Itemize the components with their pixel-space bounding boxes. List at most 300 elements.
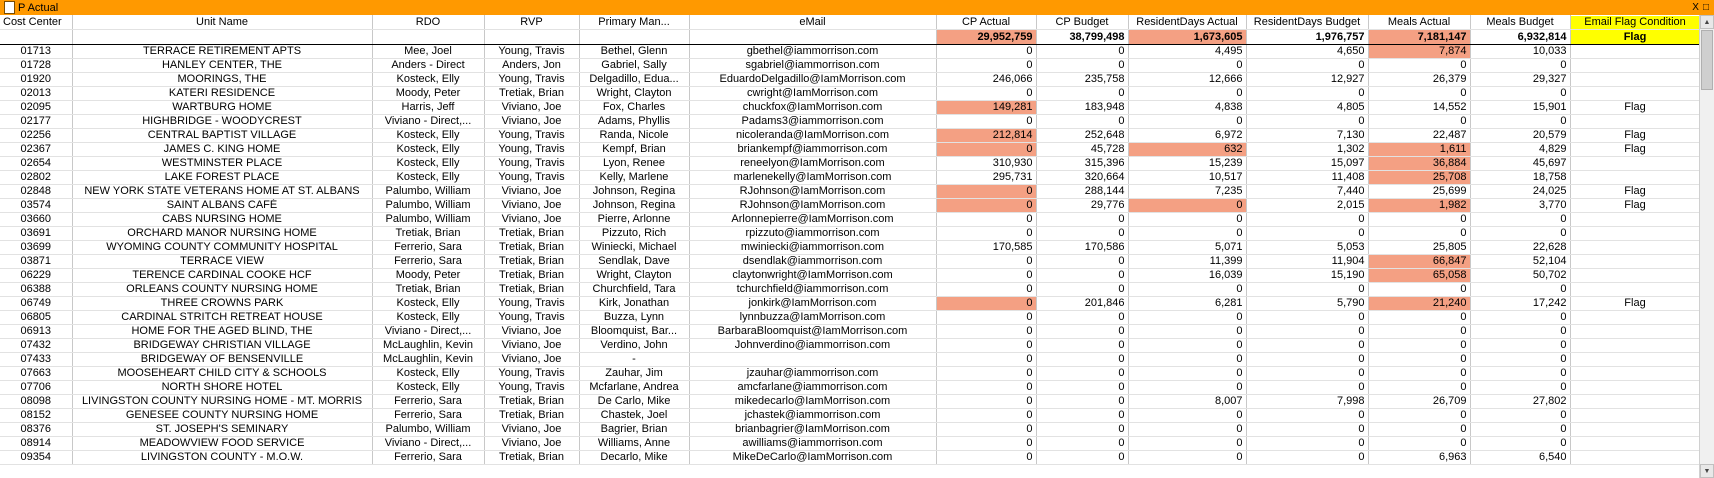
cell-rd_actual[interactable]: 0 — [1128, 339, 1246, 353]
cell-email[interactable]: mikedecarlo@IamMorrison.com — [689, 395, 936, 409]
cell-rdo[interactable]: Kosteck, Elly — [372, 171, 484, 185]
cell-flag_condition[interactable] — [1570, 115, 1699, 129]
cell-cp_actual[interactable]: 0 — [936, 381, 1036, 395]
cell-unit_name[interactable]: TERENCE CARDINAL COOKE HCF — [72, 269, 372, 283]
table-row[interactable] — [0, 185, 1699, 199]
cell-rdo[interactable]: Kosteck, Elly — [372, 381, 484, 395]
cell-rd_actual[interactable]: 0 — [1128, 199, 1246, 213]
cell-rd_budget[interactable]: 4,805 — [1246, 101, 1368, 115]
cell-rdo[interactable]: Ferrerio, Sara — [372, 451, 484, 465]
cell-cp_actual[interactable]: 0 — [936, 423, 1036, 437]
table-row[interactable] — [0, 213, 1699, 227]
cell-flag_condition[interactable] — [1570, 59, 1699, 73]
cell-cost_center[interactable]: 02848 — [0, 185, 72, 199]
cell-meals_budget[interactable]: 0 — [1470, 339, 1570, 353]
cell-cost_center[interactable]: 03660 — [0, 213, 72, 227]
table-row[interactable] — [0, 269, 1699, 283]
cell-flag_condition[interactable] — [1570, 367, 1699, 381]
cell-cost_center[interactable]: 08376 — [0, 423, 72, 437]
cell-cp_actual[interactable]: 0 — [936, 199, 1036, 213]
cell-rd_budget[interactable]: 0 — [1246, 381, 1368, 395]
cell-rd_budget[interactable]: 0 — [1246, 87, 1368, 101]
cell-meals_budget[interactable]: 0 — [1470, 367, 1570, 381]
table-row[interactable] — [0, 311, 1699, 325]
cell-rvp[interactable]: Young, Travis — [484, 381, 579, 395]
cell-meals_actual[interactable]: 6,963 — [1368, 451, 1470, 465]
column-header-meals_actual[interactable]: Meals Actual — [1368, 16, 1470, 30]
cell-meals_actual[interactable]: 25,805 — [1368, 241, 1470, 255]
cell-unit_name[interactable]: LAKE FOREST PLACE — [72, 171, 372, 185]
cell-rd_actual[interactable]: 0 — [1128, 213, 1246, 227]
cell-flag_condition[interactable]: Flag — [1570, 297, 1699, 311]
cell-rd_budget[interactable]: 2,015 — [1246, 199, 1368, 213]
cell-rd_actual[interactable]: 5,071 — [1128, 241, 1246, 255]
cell-meals_budget[interactable]: 18,758 — [1470, 171, 1570, 185]
column-header-cp_budget[interactable]: CP Budget — [1036, 16, 1128, 30]
cell-rd_actual[interactable]: 0 — [1128, 367, 1246, 381]
cell-unit_name[interactable]: CABS NURSING HOME — [72, 213, 372, 227]
cell-primary_man[interactable]: Verdino, John — [579, 339, 689, 353]
cell-rdo[interactable]: Kosteck, Elly — [372, 367, 484, 381]
cell-unit_name[interactable]: NORTH SHORE HOTEL — [72, 381, 372, 395]
cell-cp_actual[interactable]: 295,731 — [936, 171, 1036, 185]
cell-flag_condition[interactable] — [1570, 157, 1699, 171]
cell-flag_condition[interactable] — [1570, 269, 1699, 283]
table-row[interactable] — [0, 87, 1699, 101]
cell-primary_man[interactable]: Wright, Clayton — [579, 269, 689, 283]
cell-meals_budget[interactable]: 24,025 — [1470, 185, 1570, 199]
table-row[interactable] — [0, 381, 1699, 395]
table-row[interactable] — [0, 325, 1699, 339]
cell-flag_condition[interactable]: Flag — [1570, 185, 1699, 199]
cell-meals_actual[interactable]: 0 — [1368, 311, 1470, 325]
cell-flag_condition[interactable] — [1570, 255, 1699, 269]
cell-primary_man[interactable]: Lyon, Renee — [579, 157, 689, 171]
cell-cp_budget[interactable]: 0 — [1036, 59, 1128, 73]
cell-cp_actual[interactable]: 0 — [936, 45, 1036, 59]
cell-rd_budget[interactable]: 0 — [1246, 353, 1368, 367]
cell-rvp[interactable]: Tretiak, Brian — [484, 241, 579, 255]
cell-rd_actual[interactable]: 6,281 — [1128, 297, 1246, 311]
cell-rvp[interactable]: Young, Travis — [484, 45, 579, 59]
table-row[interactable] — [0, 45, 1699, 59]
cell-rd_actual[interactable]: 4,838 — [1128, 101, 1246, 115]
cell-cp_budget[interactable]: 0 — [1036, 381, 1128, 395]
cell-meals_budget[interactable]: 17,242 — [1470, 297, 1570, 311]
column-header-meals_budget[interactable]: Meals Budget — [1470, 16, 1570, 30]
cell-rd_actual[interactable]: 0 — [1128, 283, 1246, 297]
cell-meals_actual[interactable]: 0 — [1368, 283, 1470, 297]
cell-cost_center[interactable]: 08914 — [0, 437, 72, 451]
cell-unit_name[interactable]: ORLEANS COUNTY NURSING HOME — [72, 283, 372, 297]
cell-meals_actual[interactable]: 0 — [1368, 423, 1470, 437]
cell-meals_budget[interactable]: 52,104 — [1470, 255, 1570, 269]
cell-unit_name[interactable]: SAINT ALBANS CAFÉ — [72, 199, 372, 213]
cell-cp_actual[interactable]: 0 — [936, 311, 1036, 325]
cell-unit_name[interactable]: KATERI RESIDENCE — [72, 87, 372, 101]
cell-rd_budget[interactable]: 0 — [1246, 409, 1368, 423]
cell-primary_man[interactable]: Randa, Nicole — [579, 129, 689, 143]
cell-meals_budget[interactable]: 0 — [1470, 227, 1570, 241]
cell-flag_condition[interactable] — [1570, 73, 1699, 87]
cell-unit_name[interactable]: JAMES C. KING HOME — [72, 143, 372, 157]
cell-primary_man[interactable]: Bagrier, Brian — [579, 423, 689, 437]
cell-rdo[interactable]: McLaughlin, Kevin — [372, 353, 484, 367]
cell-cp_actual[interactable]: 0 — [936, 339, 1036, 353]
cell-rd_actual[interactable]: 10,517 — [1128, 171, 1246, 185]
cell-rdo[interactable]: Viviano - Direct,... — [372, 325, 484, 339]
cell-rvp[interactable]: Viviano, Joe — [484, 339, 579, 353]
cell-unit_name[interactable]: LIVINGSTON COUNTY - M.O.W. — [72, 451, 372, 465]
cell-flag_condition[interactable] — [1570, 283, 1699, 297]
cell-rd_budget[interactable]: 0 — [1246, 59, 1368, 73]
cell-cost_center[interactable]: 02095 — [0, 101, 72, 115]
cell-rdo[interactable]: Kosteck, Elly — [372, 311, 484, 325]
cell-cp_budget[interactable]: 0 — [1036, 325, 1128, 339]
cell-cost_center[interactable]: 02256 — [0, 129, 72, 143]
cell-email[interactable]: amcfarlane@iammorrison.com — [689, 381, 936, 395]
cell-unit_name[interactable]: HIGHBRIDGE - WOODYCREST — [72, 115, 372, 129]
cell-rvp[interactable]: Young, Travis — [484, 297, 579, 311]
cell-meals_budget[interactable]: 0 — [1470, 213, 1570, 227]
cell-unit_name[interactable]: TERRACE RETIREMENT APTS — [72, 45, 372, 59]
cell-email[interactable]: jzauhar@iammorrison.com — [689, 367, 936, 381]
cell-meals_actual[interactable]: 7,874 — [1368, 45, 1470, 59]
cell-rd_budget[interactable]: 0 — [1246, 325, 1368, 339]
cell-rdo[interactable]: Ferrerio, Sara — [372, 409, 484, 423]
cell-rdo[interactable]: Kosteck, Elly — [372, 157, 484, 171]
cell-cp_budget[interactable]: 0 — [1036, 213, 1128, 227]
cell-meals_budget[interactable]: 0 — [1470, 437, 1570, 451]
table-row[interactable] — [0, 59, 1699, 73]
cell-rd_budget[interactable]: 4,650 — [1246, 45, 1368, 59]
cell-email[interactable]: Johnverdino@iammorrison.com — [689, 339, 936, 353]
table-row[interactable] — [0, 129, 1699, 143]
cell-rdo[interactable]: Kosteck, Elly — [372, 143, 484, 157]
cell-cost_center[interactable]: 01920 — [0, 73, 72, 87]
cell-rd_actual[interactable]: 4,495 — [1128, 45, 1246, 59]
cell-cost_center[interactable]: 02802 — [0, 171, 72, 185]
cell-cp_budget[interactable]: 201,846 — [1036, 297, 1128, 311]
cell-email[interactable]: Arlonnepierre@IamMorrison.com — [689, 213, 936, 227]
cell-rvp[interactable]: Tretiak, Brian — [484, 451, 579, 465]
cell-primary_man[interactable]: Kelly, Marlene — [579, 171, 689, 185]
cell-rd_actual[interactable]: 0 — [1128, 311, 1246, 325]
cell-cp_budget[interactable]: 183,948 — [1036, 101, 1128, 115]
cell-rvp[interactable]: Tretiak, Brian — [484, 87, 579, 101]
cell-rd_actual[interactable]: 0 — [1128, 325, 1246, 339]
cell-cp_actual[interactable]: 0 — [936, 353, 1036, 367]
cell-flag_condition[interactable] — [1570, 227, 1699, 241]
cell-cost_center[interactable]: 02013 — [0, 87, 72, 101]
cell-primary_man[interactable]: Johnson, Regina — [579, 199, 689, 213]
cell-rvp[interactable]: Tretiak, Brian — [484, 269, 579, 283]
cell-primary_man[interactable]: Sendlak, Dave — [579, 255, 689, 269]
cell-primary_man[interactable]: Fox, Charles — [579, 101, 689, 115]
cell-cp_budget[interactable]: 0 — [1036, 437, 1128, 451]
cell-cp_actual[interactable]: 0 — [936, 283, 1036, 297]
cell-email[interactable]: awilliams@iammorrison.com — [689, 437, 936, 451]
vertical-scrollbar[interactable] — [1699, 15, 1714, 478]
cell-rdo[interactable]: Harris, Jeff — [372, 101, 484, 115]
cell-email[interactable]: EduardoDelgadillo@IamMorrison.com — [689, 73, 936, 87]
cell-unit_name[interactable]: WYOMING COUNTY COMMUNITY HOSPITAL — [72, 241, 372, 255]
cell-rd_actual[interactable]: 12,666 — [1128, 73, 1246, 87]
cell-flag_condition[interactable] — [1570, 395, 1699, 409]
cell-primary_man[interactable]: Pierre, Arlonne — [579, 213, 689, 227]
cell-cost_center[interactable]: 09354 — [0, 451, 72, 465]
cell-rd_actual[interactable]: 6,972 — [1128, 129, 1246, 143]
cell-flag_condition[interactable] — [1570, 339, 1699, 353]
cell-primary_man[interactable]: Pizzuto, Rich — [579, 227, 689, 241]
cell-meals_actual[interactable]: 21,240 — [1368, 297, 1470, 311]
cell-rd_actual[interactable]: 0 — [1128, 381, 1246, 395]
cell-rvp[interactable]: Young, Travis — [484, 129, 579, 143]
cell-cp_budget[interactable]: 0 — [1036, 409, 1128, 423]
cell-rd_actual[interactable]: 0 — [1128, 437, 1246, 451]
cell-cp_budget[interactable]: 170,586 — [1036, 241, 1128, 255]
cell-cp_actual[interactable]: 170,585 — [936, 241, 1036, 255]
cell-cost_center[interactable]: 06388 — [0, 283, 72, 297]
cell-cp_actual[interactable]: 0 — [936, 451, 1036, 465]
cell-rd_actual[interactable]: 0 — [1128, 423, 1246, 437]
table-row[interactable] — [0, 73, 1699, 87]
cell-rd_budget[interactable]: 15,190 — [1246, 269, 1368, 283]
cell-flag_condition[interactable] — [1570, 241, 1699, 255]
cell-meals_actual[interactable]: 0 — [1368, 325, 1470, 339]
cell-rdo[interactable]: Moody, Peter — [372, 269, 484, 283]
cell-rd_budget[interactable]: 7,130 — [1246, 129, 1368, 143]
cell-primary_man[interactable]: Zauhar, Jim — [579, 367, 689, 381]
cell-cp_budget[interactable]: 0 — [1036, 353, 1128, 367]
cell-flag_condition[interactable]: Flag — [1570, 143, 1699, 157]
table-row[interactable] — [0, 241, 1699, 255]
cell-rd_budget[interactable]: 0 — [1246, 367, 1368, 381]
cell-primary_man[interactable]: Wright, Clayton — [579, 87, 689, 101]
cell-unit_name[interactable]: LIVINGSTON COUNTY NURSING HOME - MT. MORRIS — [72, 395, 372, 409]
cell-meals_budget[interactable]: 50,702 — [1470, 269, 1570, 283]
cell-cp_actual[interactable]: 0 — [936, 185, 1036, 199]
cell-rdo[interactable]: Kosteck, Elly — [372, 297, 484, 311]
cell-primary_man[interactable]: Decarlo, Mike — [579, 451, 689, 465]
close-icon[interactable]: X — [1692, 2, 1700, 13]
cell-cp_actual[interactable]: 0 — [936, 87, 1036, 101]
cell-rd_budget[interactable]: 1,302 — [1246, 143, 1368, 157]
cell-rvp[interactable]: Viviano, Joe — [484, 213, 579, 227]
table-row[interactable] — [0, 437, 1699, 451]
cell-email[interactable]: mwiniecki@iammorrison.com — [689, 241, 936, 255]
cell-cp_actual[interactable]: 0 — [936, 213, 1036, 227]
cell-cp_budget[interactable]: 320,664 — [1036, 171, 1128, 185]
column-header-rdo[interactable]: RDO — [372, 16, 484, 30]
cell-unit_name[interactable]: THREE CROWNS PARK — [72, 297, 372, 311]
cell-cp_actual[interactable]: 246,066 — [936, 73, 1036, 87]
cell-cp_budget[interactable]: 0 — [1036, 395, 1128, 409]
cell-email[interactable]: nicoleranda@IamMorrison.com — [689, 129, 936, 143]
cell-flag_condition[interactable] — [1570, 353, 1699, 367]
cell-cp_actual[interactable]: 0 — [936, 325, 1036, 339]
scroll-up-icon[interactable]: ▲ — [1700, 15, 1714, 29]
cell-unit_name[interactable]: TERRACE VIEW — [72, 255, 372, 269]
cell-cost_center[interactable]: 06805 — [0, 311, 72, 325]
cell-meals_actual[interactable]: 26,379 — [1368, 73, 1470, 87]
cell-meals_budget[interactable]: 29,327 — [1470, 73, 1570, 87]
cell-cp_budget[interactable]: 0 — [1036, 451, 1128, 465]
cell-flag_condition[interactable] — [1570, 451, 1699, 465]
cell-email[interactable]: brianbagrier@IamMorrison.com — [689, 423, 936, 437]
cell-email[interactable]: BarbaraBloomquist@IamMorrison.com — [689, 325, 936, 339]
cell-rd_budget[interactable]: 0 — [1246, 311, 1368, 325]
cell-meals_budget[interactable]: 0 — [1470, 115, 1570, 129]
cell-meals_budget[interactable]: 0 — [1470, 409, 1570, 423]
cell-meals_budget[interactable]: 6,540 — [1470, 451, 1570, 465]
cell-email[interactable]: sgabriel@iammorrison.com — [689, 59, 936, 73]
cell-meals_actual[interactable]: 0 — [1368, 115, 1470, 129]
scroll-down-icon[interactable]: ▼ — [1700, 464, 1714, 478]
cell-cost_center[interactable]: 01713 — [0, 45, 72, 59]
cell-rdo[interactable]: Moody, Peter — [372, 87, 484, 101]
column-header-cp_actual[interactable]: CP Actual — [936, 16, 1036, 30]
cell-meals_actual[interactable]: 25,699 — [1368, 185, 1470, 199]
grid-scroll-region[interactable] — [0, 15, 1699, 478]
cell-rvp[interactable]: Tretiak, Brian — [484, 409, 579, 423]
cell-rd_budget[interactable]: 7,440 — [1246, 185, 1368, 199]
cell-rd_budget[interactable]: 12,927 — [1246, 73, 1368, 87]
cell-rd_actual[interactable]: 632 — [1128, 143, 1246, 157]
cell-rvp[interactable]: Viviano, Joe — [484, 115, 579, 129]
cell-unit_name[interactable]: NEW YORK STATE VETERANS HOME AT ST. ALBANS — [72, 185, 372, 199]
cell-unit_name[interactable]: CARDINAL STRITCH RETREAT HOUSE — [72, 311, 372, 325]
cell-meals_actual[interactable]: 22,487 — [1368, 129, 1470, 143]
cell-cp_actual[interactable]: 310,930 — [936, 157, 1036, 171]
cell-unit_name[interactable]: MEADOWVIEW FOOD SERVICE — [72, 437, 372, 451]
cell-rvp[interactable]: Young, Travis — [484, 367, 579, 381]
cell-primary_man[interactable]: Bethel, Glenn — [579, 45, 689, 59]
cell-primary_man[interactable]: Gabriel, Sally — [579, 59, 689, 73]
cell-rd_budget[interactable]: 0 — [1246, 213, 1368, 227]
cell-meals_budget[interactable]: 0 — [1470, 423, 1570, 437]
table-row[interactable] — [0, 171, 1699, 185]
cell-cp_budget[interactable]: 0 — [1036, 227, 1128, 241]
column-header-rvp[interactable]: RVP — [484, 16, 579, 30]
cell-cp_actual[interactable]: 212,814 — [936, 129, 1036, 143]
cell-rd_actual[interactable]: 0 — [1128, 353, 1246, 367]
cell-primary_man[interactable]: Kempf, Brian — [579, 143, 689, 157]
cell-meals_budget[interactable]: 20,579 — [1470, 129, 1570, 143]
cell-meals_actual[interactable]: 1,611 — [1368, 143, 1470, 157]
cell-rd_actual[interactable]: 0 — [1128, 409, 1246, 423]
cell-cost_center[interactable]: 02654 — [0, 157, 72, 171]
cell-cp_budget[interactable]: 0 — [1036, 255, 1128, 269]
cell-cp_budget[interactable]: 0 — [1036, 339, 1128, 353]
cell-meals_actual[interactable]: 0 — [1368, 59, 1470, 73]
cell-cp_actual[interactable]: 0 — [936, 409, 1036, 423]
cell-cp_budget[interactable]: 315,396 — [1036, 157, 1128, 171]
cell-flag_condition[interactable] — [1570, 87, 1699, 101]
cell-meals_actual[interactable]: 14,552 — [1368, 101, 1470, 115]
cell-primary_man[interactable]: Mcfarlane, Andrea — [579, 381, 689, 395]
cell-cp_actual[interactable]: 0 — [936, 143, 1036, 157]
cell-flag_condition[interactable] — [1570, 171, 1699, 185]
table-row[interactable] — [0, 157, 1699, 171]
cell-meals_actual[interactable]: 0 — [1368, 339, 1470, 353]
cell-rvp[interactable]: Young, Travis — [484, 157, 579, 171]
cell-cost_center[interactable]: 06749 — [0, 297, 72, 311]
cell-rd_budget[interactable]: 15,097 — [1246, 157, 1368, 171]
cell-rdo[interactable]: Ferrerio, Sara — [372, 395, 484, 409]
cell-cost_center[interactable]: 01728 — [0, 59, 72, 73]
table-row[interactable] — [0, 283, 1699, 297]
column-header-unit_name[interactable]: Unit Name — [72, 16, 372, 30]
cell-flag_condition[interactable] — [1570, 213, 1699, 227]
table-row[interactable] — [0, 353, 1699, 367]
cell-rvp[interactable]: Young, Travis — [484, 171, 579, 185]
cell-cost_center[interactable]: 08098 — [0, 395, 72, 409]
cell-email[interactable]: jonkirk@IamMorrison.com — [689, 297, 936, 311]
table-row[interactable] — [0, 101, 1699, 115]
cell-meals_actual[interactable]: 25,708 — [1368, 171, 1470, 185]
cell-meals_budget[interactable]: 0 — [1470, 59, 1570, 73]
table-row[interactable] — [0, 409, 1699, 423]
cell-primary_man[interactable]: De Carlo, Mike — [579, 395, 689, 409]
cell-primary_man[interactable]: Delgadillo, Edua... — [579, 73, 689, 87]
cell-meals_budget[interactable]: 0 — [1470, 325, 1570, 339]
cell-meals_actual[interactable]: 65,058 — [1368, 269, 1470, 283]
cell-meals_budget[interactable]: 10,033 — [1470, 45, 1570, 59]
cell-rdo[interactable]: Ferrerio, Sara — [372, 255, 484, 269]
cell-rdo[interactable]: Viviano - Direct,... — [372, 437, 484, 451]
cell-unit_name[interactable]: HOME FOR THE AGED BLIND, THE — [72, 325, 372, 339]
cell-rd_budget[interactable]: 5,053 — [1246, 241, 1368, 255]
cell-unit_name[interactable]: WESTMINSTER PLACE — [72, 157, 372, 171]
cell-rd_actual[interactable]: 8,007 — [1128, 395, 1246, 409]
cell-unit_name[interactable]: MOORINGS, THE — [72, 73, 372, 87]
column-header-flag_condition[interactable]: Email Flag Condition — [1570, 16, 1699, 30]
cell-cost_center[interactable]: 03691 — [0, 227, 72, 241]
cell-cost_center[interactable]: 08152 — [0, 409, 72, 423]
table-row[interactable] — [0, 367, 1699, 381]
cell-flag_condition[interactable]: Flag — [1570, 129, 1699, 143]
cell-unit_name[interactable]: CENTRAL BAPTIST VILLAGE — [72, 129, 372, 143]
cell-rdo[interactable]: Kosteck, Elly — [372, 129, 484, 143]
column-header-rd_actual[interactable]: ResidentDays Actual — [1128, 16, 1246, 30]
cell-rvp[interactable]: Viviano, Joe — [484, 353, 579, 367]
cell-cost_center[interactable]: 07433 — [0, 353, 72, 367]
cell-flag_condition[interactable] — [1570, 437, 1699, 451]
cell-primary_man[interactable]: Bloomquist, Bar... — [579, 325, 689, 339]
cell-rvp[interactable]: Anders, Jon — [484, 59, 579, 73]
cell-rd_actual[interactable]: 7,235 — [1128, 185, 1246, 199]
cell-primary_man[interactable]: Kirk, Jonathan — [579, 297, 689, 311]
cell-flag_condition[interactable] — [1570, 325, 1699, 339]
cell-flag_condition[interactable]: Flag — [1570, 199, 1699, 213]
cell-email[interactable]: reneelyon@IamMorrison.com — [689, 157, 936, 171]
cell-flag_condition[interactable] — [1570, 381, 1699, 395]
cell-meals_budget[interactable]: 0 — [1470, 311, 1570, 325]
cell-rdo[interactable]: Ferrerio, Sara — [372, 241, 484, 255]
cell-rdo[interactable]: Tretiak, Brian — [372, 227, 484, 241]
cell-cp_actual[interactable]: 0 — [936, 367, 1036, 381]
cell-cp_budget[interactable]: 29,776 — [1036, 199, 1128, 213]
cell-rd_budget[interactable]: 11,408 — [1246, 171, 1368, 185]
cell-meals_budget[interactable]: 22,628 — [1470, 241, 1570, 255]
cell-email[interactable]: RJohnson@IamMorrison.com — [689, 185, 936, 199]
cell-primary_man[interactable]: Williams, Anne — [579, 437, 689, 451]
cell-meals_budget[interactable]: 3,770 — [1470, 199, 1570, 213]
cell-cost_center[interactable]: 03574 — [0, 199, 72, 213]
cell-email[interactable]: gbethel@iammorrison.com — [689, 45, 936, 59]
cell-rdo[interactable]: Palumbo, William — [372, 423, 484, 437]
